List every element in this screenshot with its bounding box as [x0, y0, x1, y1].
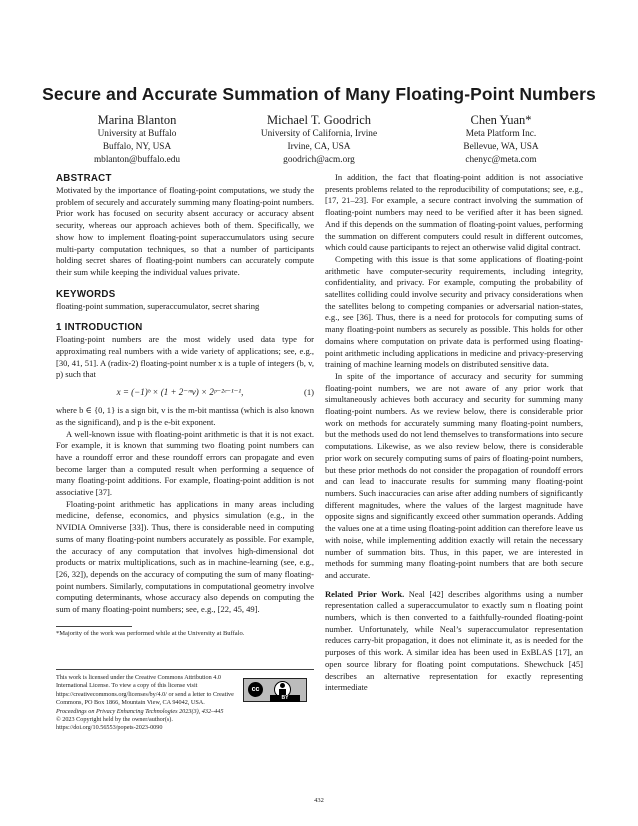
author-affiliation: University at Buffalo	[97, 129, 177, 139]
intro-paragraph-3: A well-known issue with floating-point arithmetic is that it is not exact. For example, it is known that summing two floating point numbers can have a roundoff error and these roundoff errors can propagate and even become larger than a computed result when performing a sequence of many floating-point additions. For example, floating-point addition is not associative [37].	[56, 428, 314, 498]
equation-body: x = (−1)ᵇ × (1 + 2⁻ᵐv) × 2ᵖ⁻²ᵉ⁻¹⁻¹,	[116, 387, 244, 398]
equation-1	[56, 381, 314, 405]
right-paragraph-1: In addition, the fact that floating-point addition is not associative presents problems related to the reproducibility of computations; see, e.g., [17, 21–23]. For example, a secure contract involving the summation of floating-point numbers may need to be verified after it has been signed. And if this depends on the summation of floating-point values, performing the summation on different computers could result in different outcomes, which could cause participants to reject an otherwise valid digital contract.	[325, 172, 583, 253]
author-email: mblanton@buffalo.edu	[93, 155, 181, 165]
author-name: Michael T. Goodrich	[266, 113, 372, 127]
right-paragraph-3: In spite of the importance of accuracy and security for summing floating-point numbers, we are not aware of any prior work that simultaneously achieves both accuracy and security for summing many floating-point numbers. As we review below, there is considerable prior work on methods for accurately summing many floating-point numbers, but the methods used do not lend themselves to transformations into secure computations. Likewise, as we also review below, there is considerable prior work on securely computing sums of pairs of floating-point numbers, but these prior methods do not consider the propagation of roundoff errors and can lead to inaccurate results for summing many floating-point numbers. Such inaccuracies can arise after adding numbers of significantly different magnitudes, where the values of the largest magnitude have opposite signs and significantly exceed other summation operands. Adding the values one at a time using floating-point addition can therefore leave us with noise, while implementing addition exactly will retain the necessary number of summation bits. Thus, in this paper, we are interested in methods for summing many floating-point numbers that are both secure and accurate.	[325, 370, 583, 580]
abstract-heading: ABSTRACT	[56, 173, 112, 184]
license-text: This work is licensed under the Creative Commons Attribution 4.0 International License. To view a copy of this license visit https://creativecommons.org/licenses/by/4.0/ or send a letter to Creative Commons, PO Box 1866, Mountain View, CA 94042, USA.	[56, 674, 234, 707]
intro-paragraph-1: Floating-point numbers are the most widely used data type for approximating real numbers with a wide variety of applications; see, e.g., [30, 41, 51]. A (radix-2) floating-point number x is a tuple of integers (b, v, p) such that	[56, 334, 314, 380]
author-1	[46, 112, 228, 167]
keywords-heading: KEYWORDS	[56, 288, 116, 300]
cc-logo-icon: cc	[248, 682, 263, 697]
paper-title: Secure and Accurate Summation of Many Floating-Point Numbers	[42, 84, 596, 104]
author-affiliation: University of California, Irvine	[260, 129, 378, 139]
author-2	[228, 112, 410, 167]
right-column	[325, 172, 583, 694]
author-name: Chen Yuan*	[470, 113, 532, 127]
author-email: goodrich@acm.org	[283, 155, 355, 165]
author-block	[46, 112, 592, 167]
proceedings-line: Proceedings on Privacy Enhancing Technologies 2023(3), 432–445	[56, 707, 224, 715]
author-location: Irvine, CA, USA	[287, 142, 351, 152]
intro-paragraph-4: Floating-point arithmetic has applications in many areas including medicine, defense, economics, and physics simulation (e.g., in the NVIDIA Omniverse [33]). Thus, there is considerable need in computing sums of many floating-point numbers accurately as possible. For example, the accuracy of any computation that involves high-dimensional dot products or matrix multiplications, such as in machine-learning (see, e.g., [26, 32]), depends on the accuracy of computing the sum of many floating-point numbers. Similarly, computations in computational geometry involve computing determinants, whose accuracy also depends on computing the sum of many floating-point numbers; see, e.g., [22, 45, 49].	[56, 498, 314, 615]
author-affiliation: Meta Platform Inc.	[465, 129, 537, 139]
doi-link[interactable]: https://doi.org/10.56553/popets-2023-0090	[56, 724, 163, 732]
introduction-heading: 1 INTRODUCTION	[56, 322, 143, 334]
by-label: BY	[270, 695, 300, 702]
page-number: 432	[314, 797, 324, 804]
author-location: Buffalo, NY, USA	[102, 142, 172, 152]
abstract-text: Motivated by the importance of floating-point computations, we study the problem of securely and accurately summing many floating-point numbers. Prior work has focused on security absent accuracy or accuracy absent security, whereas our approach achieves both of them. Specifically, we show how to implement floating-point superaccumulators using secure multi-party computation techniques, so that a number of participants holding secret shares of floating-point numbers can accurately compute their sum while keeping the individual values private.	[56, 185, 314, 277]
intro-paragraph-2: where b ∈ {0, 1} is a sign bit, v is the m-bit mantissa (which is also known as the significand), and p is the e-bit exponent.	[56, 405, 314, 427]
related-work-heading: Related Prior Work.	[325, 588, 405, 599]
footnote: *Majority of the work was performed while at the University at Buffalo.	[56, 629, 245, 637]
keywords-text: floating-point summation, superaccumulator, secret sharing	[56, 300, 260, 311]
author-location: Bellevue, WA, USA	[463, 142, 539, 152]
author-email: chenyc@meta.com	[465, 155, 537, 165]
author-3	[410, 112, 592, 167]
footnote-rule	[56, 626, 132, 627]
related-work-text: Neal [42] describes algorithms using a number representation called a superaccumulator to exactly sum n floating point numbers, which is then converted to a faithfully-rounded floating-point number. Unfortunately, while Neal’s superaccumulator representation reduces carry-bit propagation, it does not eliminate it, as is needed for the purposes of this work. A similar idea has been used in ExBLAS [17], an open source library for floating point computations. Shewchuck [45] describes an alternative representation for exactly representing intermediate	[325, 588, 583, 693]
left-column	[56, 172, 314, 638]
creative-commons-by-icon	[243, 678, 307, 702]
right-paragraph-2: Competing with this issue is that some applications of floating-point arithmetic have computer-security requirements, including integrity, confidentiality, and privacy. For example, computing the probability of satellites colliding could involve security and privacy considerations when the satellites belong to competing companies or adversarial nation-states, e.g., see [36]. Thus, there is a need for protocols for computing sums of many floating-point numbers as securely as possible. This holds for other domains where computation on private data is performed using floating-point arithmetic including applications in medicine and privacy-preserving training of machine learning models on distributed sensitive data.	[325, 253, 583, 370]
equation-number: (1)	[303, 387, 314, 398]
license-block	[56, 669, 314, 733]
author-name: Marina Blanton	[97, 113, 177, 127]
copyright-line: © 2023 Copyright held by the owner/author(s).	[56, 716, 173, 724]
related-work-paragraph	[325, 589, 583, 694]
